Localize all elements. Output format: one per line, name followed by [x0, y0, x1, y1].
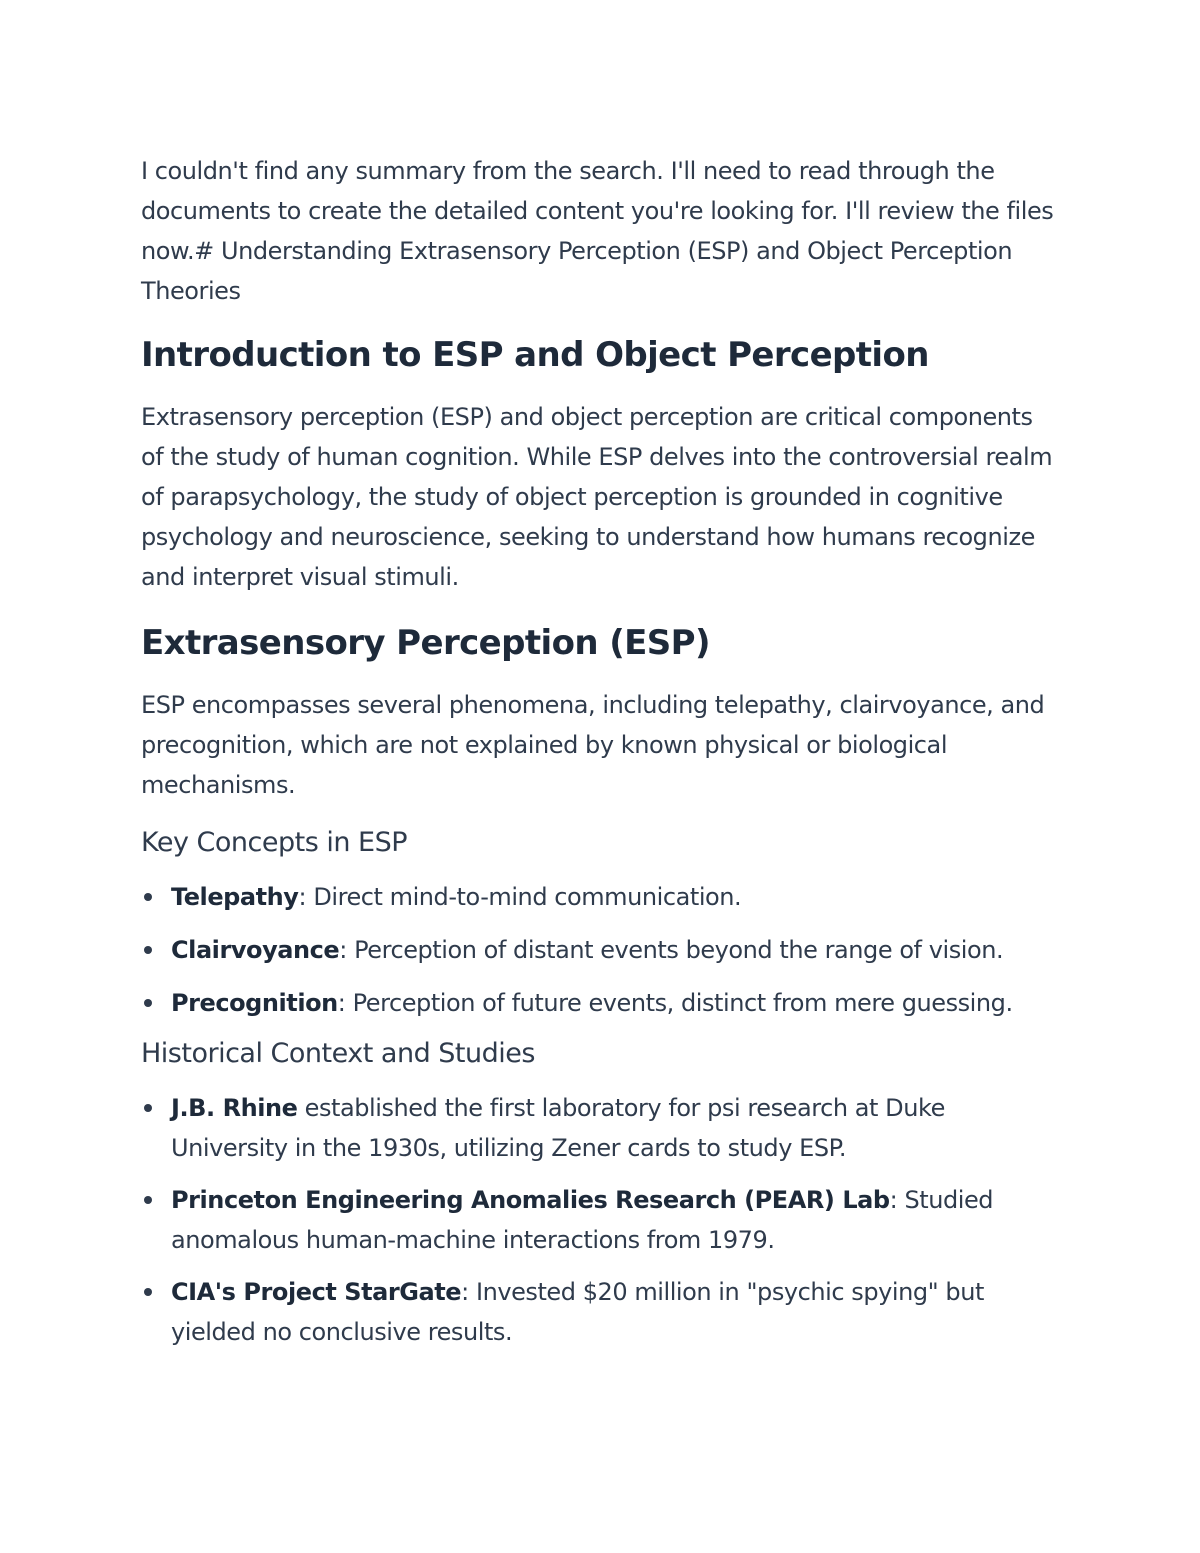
section-heading-esp: Extrasensory Perception (ESP)	[141, 623, 710, 663]
section-paragraph-esp: ESP encompasses several phenomena, including telepathy, clairvoyance, and precognition, which are not explained by known physical or biological mechanisms.	[141, 691, 1045, 799]
list-item-text: established the first laboratory for psi research at Duke University in the 1930s, utilizing Zener cards to study ESP.	[171, 1094, 945, 1162]
bullet-icon	[144, 893, 152, 901]
list-item-text: : Invested $20 million in "psychic spying" but yielded no conclusive results.	[171, 1278, 984, 1346]
intro-paragraph: I couldn't find any summary from the search. I'll need to read through the documents to create the detailed content you're looking for. I'll review the files now.# Understanding Extrasensory Perception (ESP) and Object Perception Theories	[141, 157, 1054, 305]
list-item	[141, 930, 1061, 970]
list-item-text: : Studied anomalous human-machine interactions from 1979.	[171, 1186, 994, 1254]
list-item-term: Precognition	[171, 989, 338, 1017]
bullet-icon	[144, 1288, 152, 1296]
section-paragraph-introduction: Extrasensory perception (ESP) and object perception are critical components of the study of human cognition. While ESP delves into the controversial realm of parapsychology, the study of object perception is grounded in cognitive psychology and neuroscience, seeking to understand how humans recognize and interpret visual stimuli.	[141, 403, 1053, 591]
list-item-text: : Perception of future events, distinct from mere guessing.	[337, 989, 1013, 1017]
list-item	[141, 1272, 1061, 1352]
list-item	[141, 1088, 1061, 1168]
list-item-term: Clairvoyance	[171, 936, 340, 964]
document-page	[141, 151, 1061, 1364]
list-item-text: : Direct mind-to-mind communication.	[298, 883, 742, 911]
list-item	[141, 983, 1061, 1023]
bullet-icon	[144, 1104, 152, 1112]
list-item	[141, 877, 1061, 917]
list-item-text: : Perception of distant events beyond the range of vision.	[339, 936, 1004, 964]
list-item	[141, 1180, 1061, 1260]
historical-studies-list	[141, 1088, 1061, 1352]
subheading-historical-context: Historical Context and Studies	[141, 1038, 535, 1069]
list-item-term: Telepathy	[171, 883, 299, 911]
list-item-term: Princeton Engineering Anomalies Research (PEAR) Lab	[171, 1186, 890, 1214]
bullet-icon	[144, 946, 152, 954]
list-item-term: CIA's Project StarGate	[171, 1278, 462, 1306]
subheading-key-concepts: Key Concepts in ESP	[141, 827, 408, 858]
bullet-icon	[144, 999, 152, 1007]
section-heading-introduction: Introduction to ESP and Object Perception	[141, 335, 929, 375]
list-item-term: J.B. Rhine	[171, 1094, 298, 1122]
bullet-icon	[144, 1196, 152, 1204]
key-concepts-list	[141, 877, 1061, 1023]
